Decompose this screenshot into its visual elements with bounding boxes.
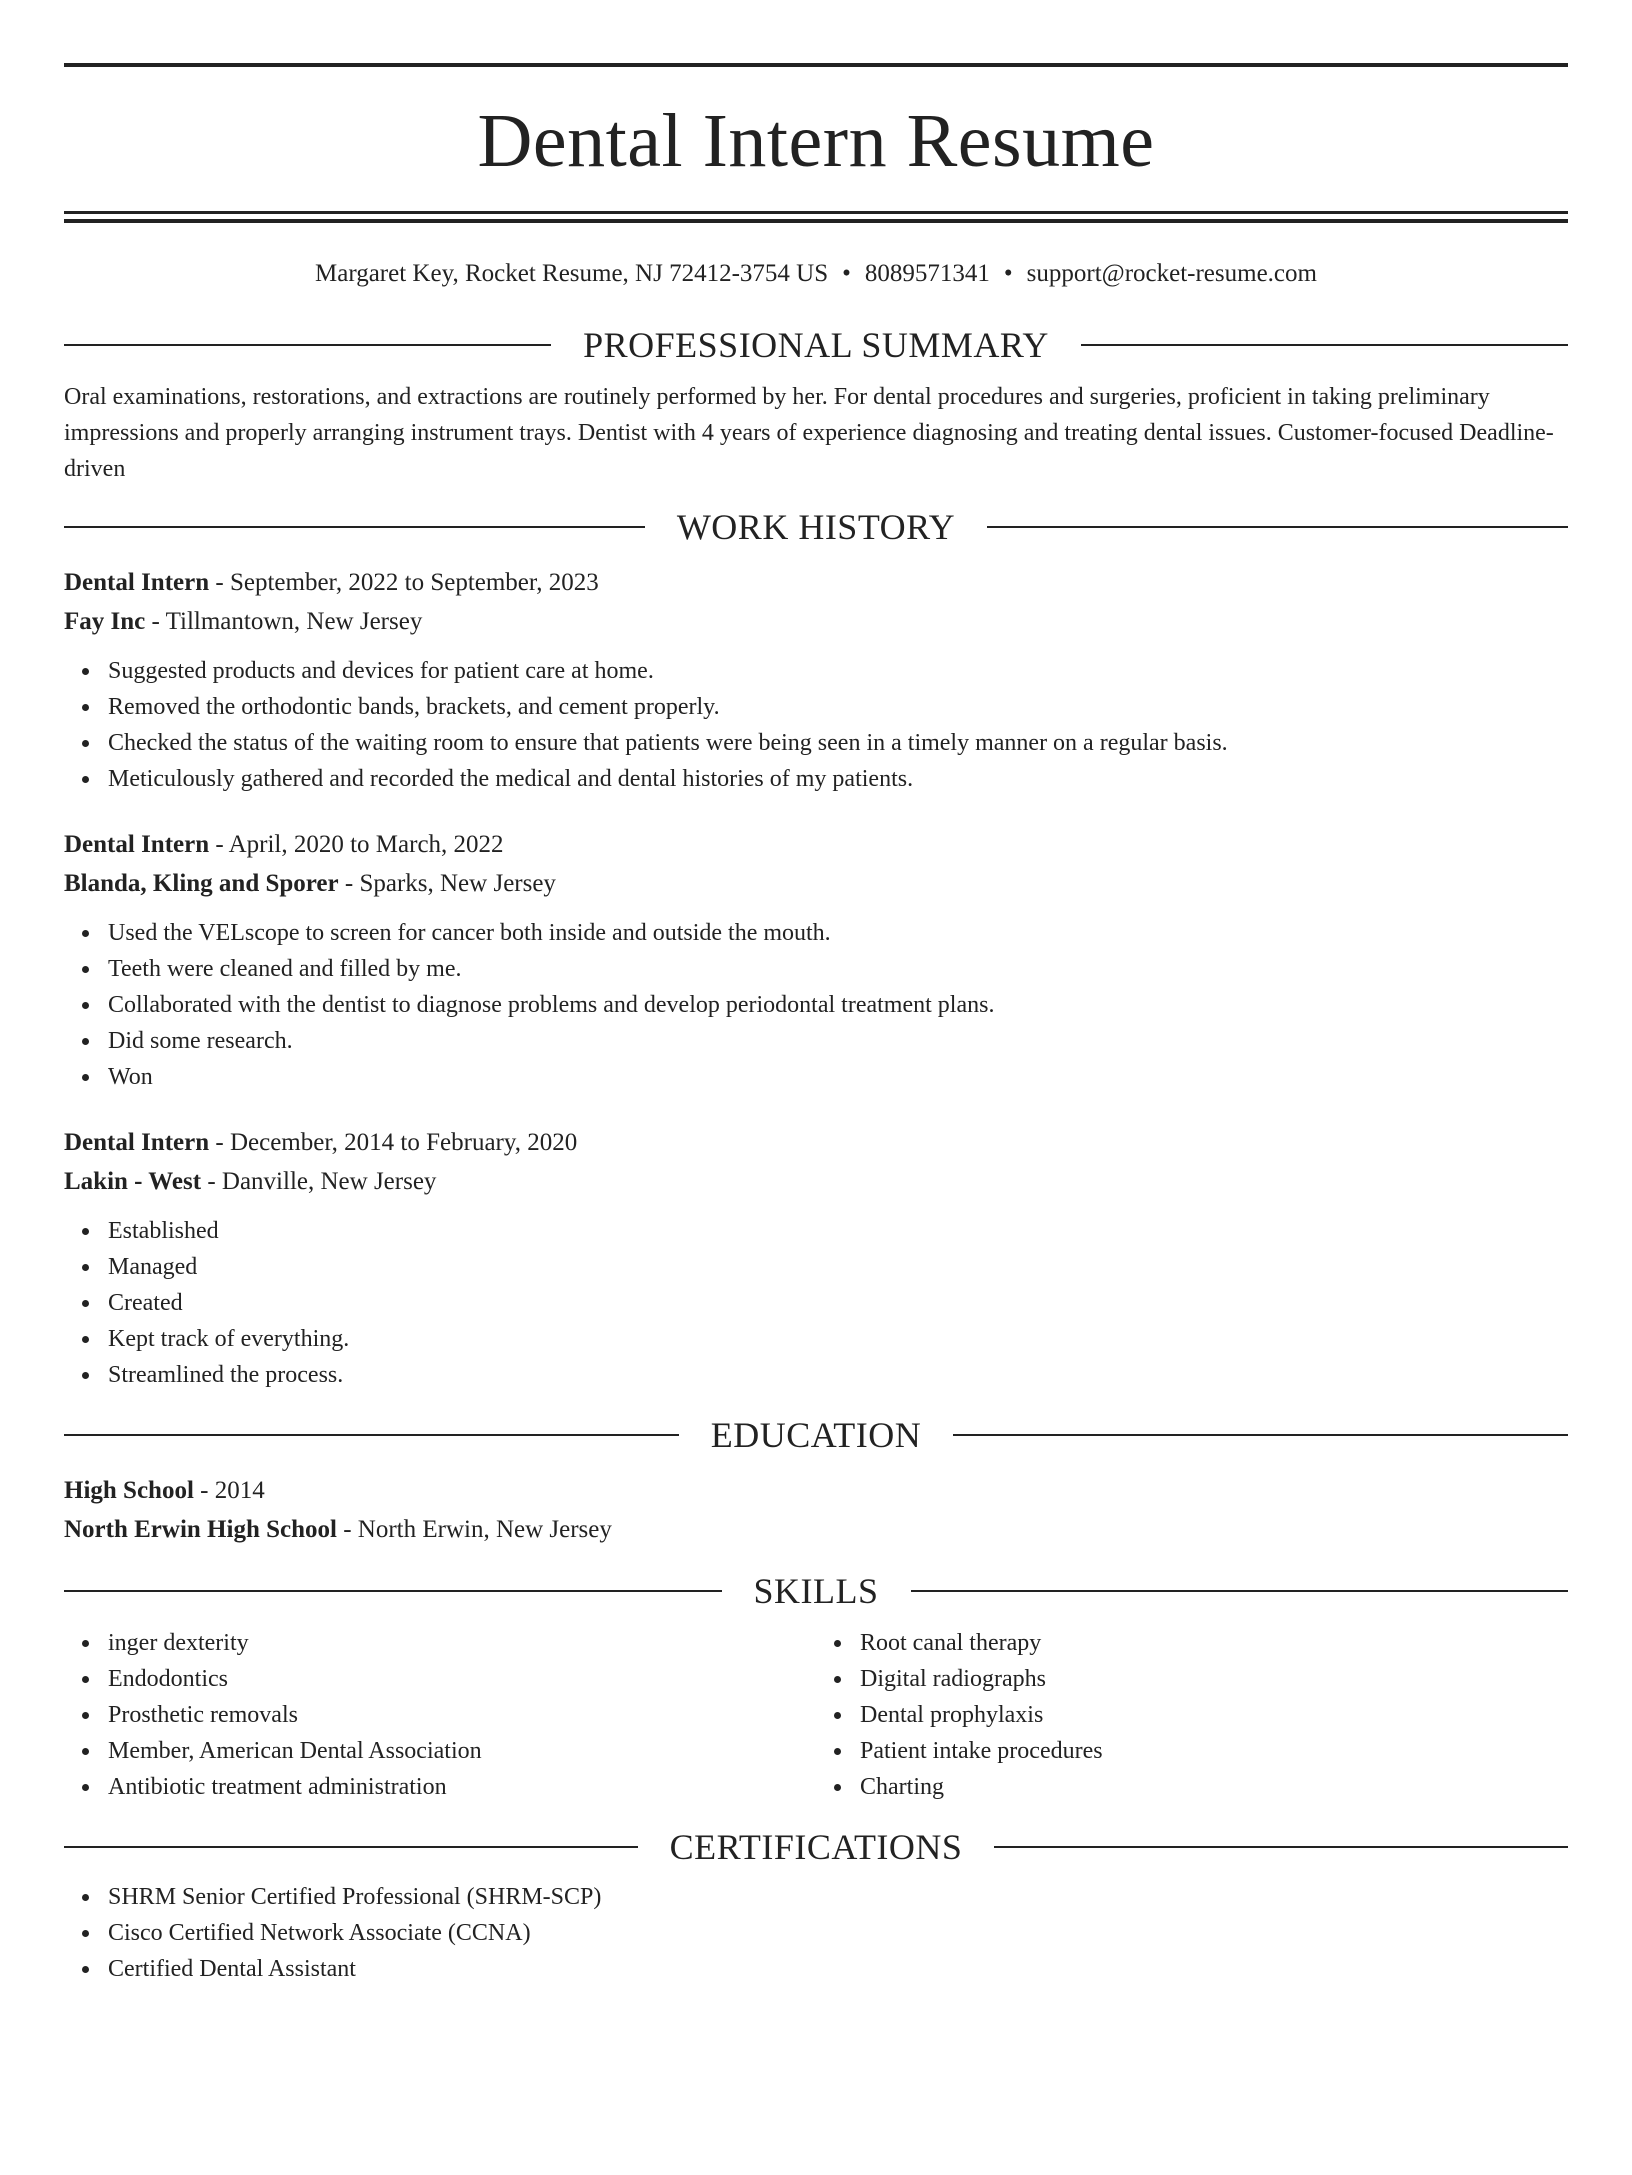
certifications-list: [64, 1879, 1568, 1987]
section-header-education: [64, 1413, 1568, 1457]
list-item: Kept track of everything.: [108, 1321, 1568, 1357]
section-header-skills: [64, 1569, 1568, 1613]
job-company-row: [64, 602, 1568, 641]
skills-column-left: [64, 1621, 816, 1805]
section-title-work: WORK HISTORY: [676, 507, 956, 547]
job-dates: - December, 2014 to February, 2020: [209, 1129, 578, 1156]
divider-line: [64, 526, 645, 528]
job-title-row: [64, 563, 1568, 602]
divider-line: [953, 1434, 1568, 1436]
education-year: - 2014: [193, 1477, 265, 1504]
list-item: Antibiotic treatment administration: [108, 1769, 816, 1805]
summary-text: Oral examinations, restorations, and extractions are routinely performed by her. For dental procedures and surgeries, proficient in taking preliminary impressions and properly arranging instrument trays. Dentist with 4 years of experience diagnosing and treating dental issues. Customer-focused Deadline-driven: [64, 384, 1554, 482]
job-dates: - April, 2020 to March, 2022: [209, 831, 504, 858]
contact-separator: •: [842, 260, 851, 287]
skills-list: [816, 1625, 1568, 1805]
education-school-row: [64, 1510, 1568, 1549]
list-item: Streamlined the process.: [108, 1357, 1568, 1393]
list-item: Checked the status of the waiting room to ensure that patients were being seen in a timely manner on a regular basis.: [108, 725, 1568, 761]
section-header-certifications: [64, 1825, 1568, 1869]
job-location: - Sparks, New Jersey: [338, 870, 556, 897]
job-location: - Danville, New Jersey: [201, 1168, 437, 1195]
contact-separator: •: [1003, 260, 1013, 287]
section-title-summary: PROFESSIONAL SUMMARY: [583, 325, 1049, 365]
list-item: Charting: [860, 1769, 1568, 1805]
section-header-work: [64, 505, 1568, 549]
job-dates: - September, 2022 to September, 2023: [209, 569, 599, 596]
list-item: Dental prophylaxis: [860, 1697, 1568, 1733]
list-item: Prosthetic removals: [108, 1697, 816, 1733]
job-bullets: [64, 915, 1568, 1095]
list-item: Digital radiographs: [860, 1661, 1568, 1697]
list-item: Collaborated with the dentist to diagnose problems and develop periodontal treatment plans.: [108, 987, 1568, 1023]
divider-line: [64, 344, 551, 346]
job-entry: [64, 563, 1568, 797]
divider-line: [994, 1846, 1568, 1848]
list-item: Managed: [108, 1249, 1568, 1285]
job-title: Dental Intern: [64, 569, 210, 596]
education-degree-row: [64, 1471, 1568, 1510]
list-item: Member, American Dental Association: [108, 1733, 816, 1769]
job-title-row: [64, 825, 1568, 864]
job-title-row: [64, 1123, 1568, 1162]
skills-column-right: [816, 1621, 1568, 1805]
contact-email: support@rocket-resume.com: [1026, 260, 1317, 287]
list-item: inger dexterity: [108, 1625, 816, 1661]
list-item: Endodontics: [108, 1661, 816, 1697]
divider-line: [911, 1590, 1569, 1592]
divider-line: [987, 526, 1568, 528]
job-title: Dental Intern: [64, 1129, 210, 1156]
list-item: Removed the orthodontic bands, brackets, and cement properly.: [108, 689, 1568, 725]
section-title-skills: SKILLS: [753, 1571, 879, 1611]
contact-phone: 8089571341: [864, 260, 990, 287]
list-item: Used the VELscope to screen for cancer both inside and outside the mouth.: [108, 915, 1568, 951]
title-double-rule: [64, 211, 1568, 223]
divider-line: [1081, 344, 1568, 346]
section-title-certifications: CERTIFICATIONS: [669, 1827, 963, 1867]
list-item: Patient intake procedures: [860, 1733, 1568, 1769]
list-item: Teeth were cleaned and filled by me.: [108, 951, 1568, 987]
education-entry: [64, 1471, 1568, 1549]
job-entry: [64, 825, 1568, 1095]
education-degree: High School: [64, 1477, 194, 1504]
job-company: Blanda, Kling and Sporer: [64, 870, 339, 897]
resume-page: [0, 63, 1632, 2175]
skills-grid: [64, 1621, 1568, 1805]
section-title-education: EDUCATION: [710, 1415, 922, 1455]
list-item: SHRM Senior Certified Professional (SHRM-SCP): [108, 1879, 1568, 1915]
job-entry: [64, 1123, 1568, 1393]
divider-line: [64, 1590, 722, 1592]
list-item: Root canal therapy: [860, 1625, 1568, 1661]
contact-line: [64, 259, 1568, 289]
skills-list: [64, 1625, 816, 1805]
job-location: - Tillmantown, New Jersey: [145, 608, 423, 635]
section-header-summary: [64, 323, 1568, 367]
list-item: Meticulously gathered and recorded the medical and dental histories of my patients.: [108, 761, 1568, 797]
page-title: Dental Intern Resume: [477, 99, 1155, 183]
list-item: Created: [108, 1285, 1568, 1321]
education-school: North Erwin High School: [64, 1516, 337, 1543]
job-company: Fay Inc: [64, 608, 146, 635]
education-location: - North Erwin, New Jersey: [336, 1516, 612, 1543]
job-company: Lakin - West: [64, 1168, 202, 1195]
divider-line: [64, 1434, 679, 1436]
job-company-row: [64, 1162, 1568, 1201]
job-company-row: [64, 864, 1568, 903]
list-item: Established: [108, 1213, 1568, 1249]
list-item: Did some research.: [108, 1023, 1568, 1059]
job-bullets: [64, 1213, 1568, 1393]
job-bullets: [64, 653, 1568, 797]
job-title: Dental Intern: [64, 831, 210, 858]
contact-address: Margaret Key, Rocket Resume, NJ 72412-3754 US: [315, 260, 829, 287]
list-item: Won: [108, 1059, 1568, 1095]
list-item: Cisco Certified Network Associate (CCNA): [108, 1915, 1568, 1951]
top-rule: [64, 63, 1568, 67]
list-item: Suggested products and devices for patient care at home.: [108, 653, 1568, 689]
divider-line: [64, 1846, 638, 1848]
list-item: Certified Dental Assistant: [108, 1951, 1568, 1987]
